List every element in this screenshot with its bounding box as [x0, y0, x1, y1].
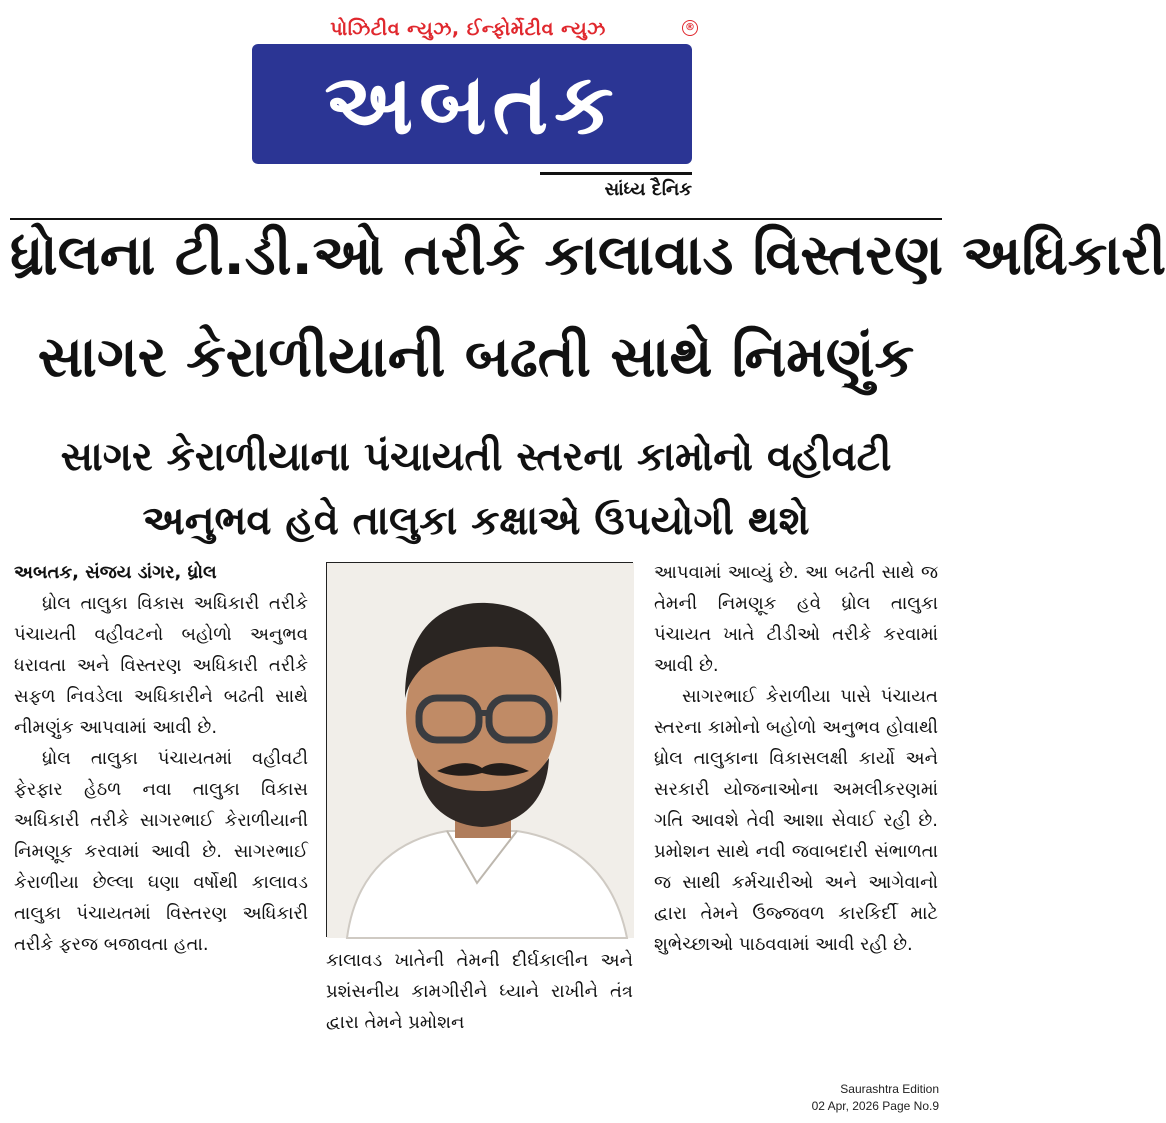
registered-mark-icon: ® [682, 20, 698, 36]
masthead [0, 0, 949, 215]
article-column-1 [14, 557, 308, 960]
photo-caption: કાલાવડ ખાતેની તેમની દીર્ઘકાલીન અને પ્રશંસનીય કામગીરીને ધ્યાને રાખીને તંત્ર દ્વારા તેમને પ્રમોશન [326, 950, 633, 1033]
subheadline-line-2: અનુભવ હવે તાલુકા કક્ષાએ ઉપયોગી થશે [142, 498, 810, 544]
article-paragraph: ધ્રોલ તાલુકા પંચાયતમાં વહીવટી ફેરફાર હેઠળ નવા તાલુકા વિકાસ અધિકારી તરીકે સાગરભાઈ કેરાળીયાની નિમણૂક કરવામાં આવી છે. સાગરભાઈ કેરાળીયા છેલ્લા ઘણા વર્ષોથી કાલાવડ તાલુકા પંચાયતમાં વિસ્તરણ અધિકારી તરીકે ફરજ બજાવતા હતા. [14, 748, 308, 955]
edition-name: Saurashtra Edition [840, 1082, 939, 1096]
article-paragraph: સાગરભાઈ કેરાળીયા પાસે પંચાયત સ્તરના કામોનો બહોળો અનુભવ હોવાથી ધ્રોલ તાલુકાના વિકાસલક્ષી કાર્યો અને સરકારી યોજનાઓના અમલીકરણમાં ગતિ આવશે તેવી આશા સેવાઈ રહી છે. પ્રમોશન સાથે નવી જવાબદારી સંભાળતા જ સાથી કર્મચારીઓ અને આગેવાનો દ્વારા તેમને ઉજ્જવળ કારકિર્દી માટે શુભેચ્છાઓ પાઠવવામાં આવી રહી છે. [654, 686, 938, 955]
subheadline-line-1: સાગર કેરાળીયાના પંચાયતી સ્તરના કામોનો વહીવટી [60, 434, 892, 480]
headline-line-2: સાગર કેરાળીયાની બઢતી સાથે નિમણુંક [37, 325, 915, 390]
article-paragraph: ધ્રોલ તાલુકા વિકાસ અધિકારી તરીકે પંચાયતી વહીવટનો બહોળો અનુભવ ધરાવતા અને વિસ્તરણ અધિકારી તરીકે સફળ નિવડેલા અધિકારીને બઢતી સાથે નીમણુંક આપવામાં આવી છે. [14, 593, 308, 738]
masthead-subtitle: સાંધ્ય દૈનિક [540, 172, 692, 202]
article-paragraph: આપવામાં આવ્યું છે. આ બઢતી સાથે જ તેમની નિમણૂક હવે ધ્રોલ તાલુકા પંચાયત ખાતે ટીડીઓ તરીકે કરવામાં આવી છે. [654, 562, 938, 676]
portrait-photo [326, 562, 633, 937]
newspaper-logo: અબતક [252, 44, 692, 164]
portrait-illustration [327, 563, 634, 938]
headline-line-1: ધ્રોલના ટી.ડી.ઓ તરીકે કાલાવાડ વિસ્તરણ અધિકારી [10, 223, 1166, 288]
article-column-3 [654, 557, 938, 960]
edition-info [812, 1081, 939, 1115]
header-divider [10, 218, 942, 220]
article-byline: અબતક, સંજય ડાંગર, ધ્રોલ [14, 562, 217, 583]
masthead-tagline: પોઝિટીવ ન્યુઝ, ઈન્ફોર્મેટીવ ન્યુઝ [330, 18, 606, 40]
edition-date-page: 02 Apr, 2026 Page No.9 [811, 1099, 939, 1113]
